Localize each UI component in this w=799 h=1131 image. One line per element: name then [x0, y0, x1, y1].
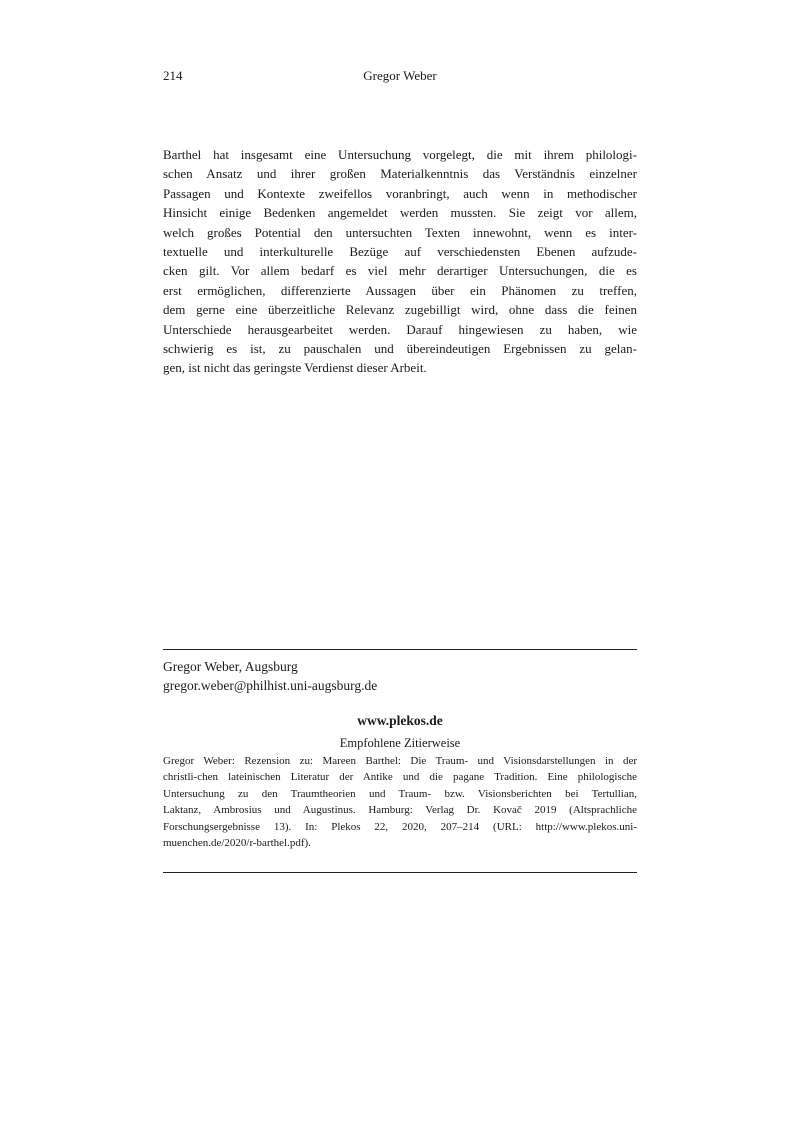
citation-paragraph — [163, 753, 637, 851]
citation-line: muenchen.de/2020/r-barthel.pdf). — [163, 837, 311, 850]
journal-site: www.plekos.de — [357, 713, 443, 728]
running-header — [163, 68, 637, 86]
body-line: schen Ansatz und ihrer großen Materialkenntnis das Verständnis einzelner — [163, 166, 637, 182]
body-line: Unterschiede herausgearbeitet werden. Darauf hingewiesen zu haben, wie — [163, 321, 637, 337]
body-line: dem gerne eine überzeitliche Relevanz zugebilligt wird, ohne dass die feinen — [163, 302, 637, 318]
signature-block — [163, 657, 637, 695]
body-line: schwierig es ist, zu pauschalen und übereindeutigen Ergebnissen zu gelan- — [163, 341, 637, 357]
citation-line: Laktanz, Ambrosius und Augustinus. Hamburg: Verlag Dr. Kovač 2019 (Altsprachliche — [163, 804, 637, 817]
body-line: Barthel hat insgesamt eine Untersuchung vorgelegt, die mit ihrem philologi- — [163, 147, 637, 162]
body-line: Passagen und Kontexte zweifellos voranbringt, auch wenn in methodischer — [163, 185, 637, 201]
body-line: welch großes Potential den untersuchten Texten innewohnt, wenn es inter- — [163, 224, 637, 240]
author-email: gregor.weber@philhist.uni-augsburg.de — [163, 678, 378, 693]
body-line: Hinsicht einige Bedenken angemeldet werden mussten. Sie zeigt vor allem, — [163, 205, 637, 221]
page-number: 214 — [163, 68, 183, 83]
body-paragraph — [163, 145, 637, 378]
separator-rule-bottom — [163, 872, 637, 873]
citation-line: christli-chen lateinischen Literatur der Antike und die pagane Tradition. Eine philologische — [163, 771, 637, 784]
body-line: gen, ist nicht das geringste Verdienst dieser Arbeit. — [163, 360, 427, 376]
separator-rule-top — [163, 649, 637, 650]
citation-line: Forschungsergebnisse 13). In: Plekos 22, 2020, 207–214 (URL: http://www.plekos.uni- — [163, 820, 637, 833]
body-line: textuelle und interkulturelle Bezüge auf verschiedensten Ebenen aufzude- — [163, 244, 637, 260]
running-header-title: Gregor Weber — [363, 68, 437, 83]
citation-line: Gregor Weber: Rezension zu: Mareen Barthel: Die Traum- und Visionsdarstellungen in der — [163, 755, 637, 767]
citation-line: Untersuchung zu den Traumtheorien und Traum- bzw. Visionsberichten bei Tertullian, — [163, 787, 637, 800]
citation-heading: Empfohlene Zitierweise — [339, 736, 461, 750]
body-line: erst ermöglichen, differenzierte Aussagen über ein Phänomen zu treffen, — [163, 282, 637, 298]
author-name: Gregor Weber, Augsburg — [163, 659, 298, 674]
body-line: cken gilt. Vor allem bedarf es viel mehr derartiger Untersuchungen, die es — [163, 263, 637, 279]
